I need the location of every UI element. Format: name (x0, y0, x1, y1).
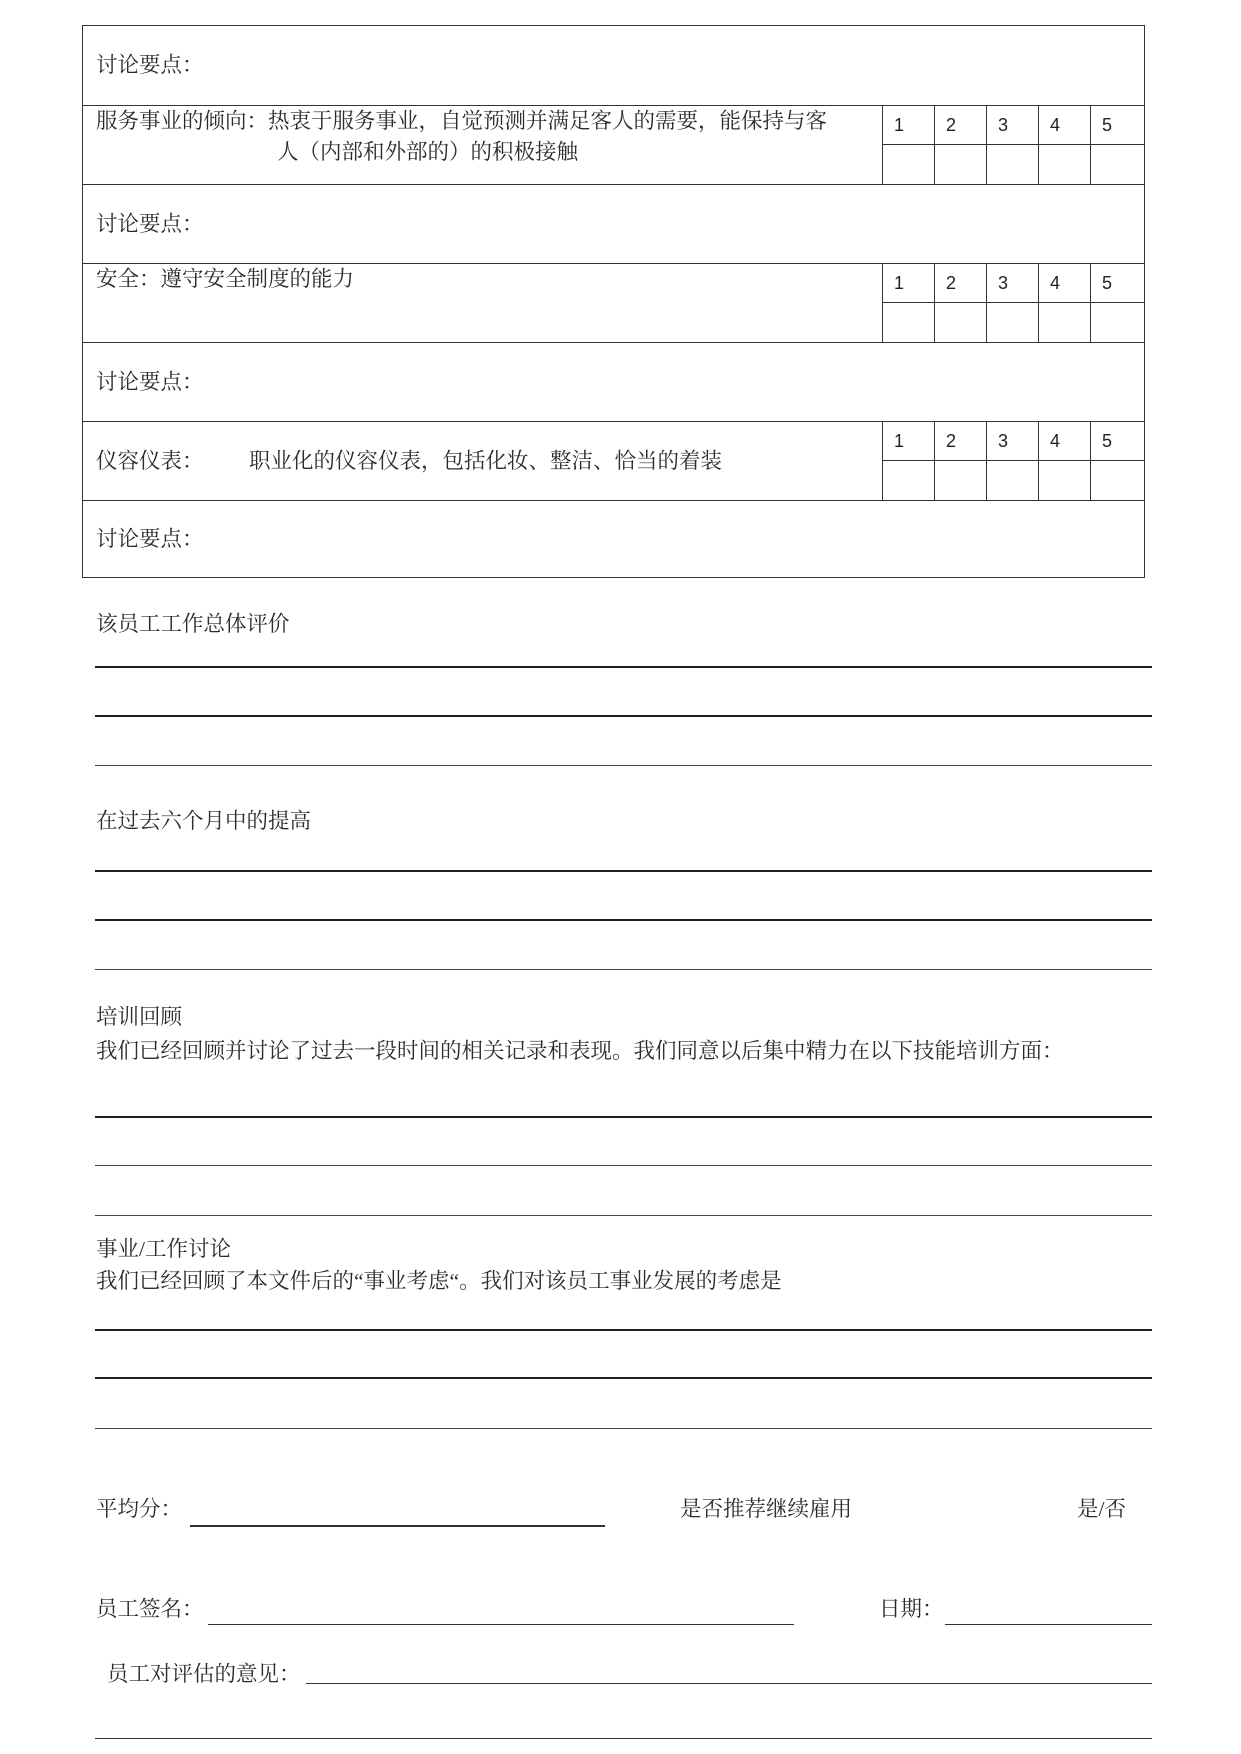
discussion-label: 讨论要点： (96, 527, 204, 551)
score-label-2: 2 (935, 264, 987, 303)
score-box-4 (1039, 461, 1091, 500)
score-grid (882, 106, 1144, 184)
score-label-3: 3 (987, 422, 1039, 461)
score-box-1 (883, 461, 935, 500)
average-score-label: 平均分： (96, 1497, 183, 1521)
signature-line (208, 1624, 794, 1625)
write-in-line (95, 1116, 1152, 1118)
score-label-2: 2 (935, 106, 987, 145)
score-box-5 (1091, 461, 1144, 500)
criterion-row-appearance (83, 421, 1144, 500)
write-in-line (95, 1165, 1152, 1166)
score-box-5 (1091, 303, 1144, 342)
score-label-3: 3 (987, 264, 1039, 303)
write-in-line (95, 1377, 1152, 1379)
improvement-label: 在过去六个月中的提高 (96, 809, 312, 833)
score-label-3: 3 (987, 106, 1039, 145)
criterion-description: 职业化的仪容仪表，包括化妆、整洁、恰当的着装 (249, 449, 723, 473)
write-in-line (95, 870, 1152, 872)
career-discussion-text: 我们已经回顾了本文件后的“事业考虑“。我们对该员工事业发展的考虑是 (96, 1269, 782, 1293)
discussion-label: 讨论要点： (96, 370, 204, 394)
criterion-title: 仪容仪表： (96, 449, 204, 473)
comments-line (95, 1738, 1152, 1739)
discussion-row (83, 26, 1144, 105)
training-review-text: 我们已经回顾并讨论了过去一段时间的相关记录和表现。我们同意以后集中精力在以下技能培训方面： (96, 1039, 1064, 1063)
discussion-row (83, 500, 1144, 577)
write-in-line (95, 1215, 1152, 1216)
discussion-row (83, 184, 1144, 263)
employee-comments-label: 员工对评估的意见： (107, 1662, 301, 1686)
average-score-line (190, 1525, 605, 1527)
score-label-4: 4 (1039, 106, 1091, 145)
score-box-2 (935, 303, 987, 342)
score-label-2: 2 (935, 422, 987, 461)
recommend-label: 是否推荐继续雇用 (680, 1497, 853, 1521)
score-box-3 (987, 461, 1039, 500)
score-box-2 (935, 461, 987, 500)
write-in-line (95, 1428, 1152, 1429)
score-box-1 (883, 145, 935, 184)
career-discussion-heading: 事业/工作讨论 (96, 1237, 231, 1261)
score-box-1 (883, 303, 935, 342)
comments-line (306, 1683, 1152, 1684)
write-in-line (95, 919, 1152, 921)
overall-evaluation-label: 该员工工作总体评价 (96, 612, 290, 636)
write-in-line (95, 666, 1152, 668)
score-box-5 (1091, 145, 1144, 184)
score-box-3 (987, 145, 1039, 184)
discussion-label: 讨论要点： (96, 53, 204, 77)
score-grid (882, 264, 1144, 342)
date-label: 日期： (879, 1597, 944, 1621)
criterion-text-continued: 人（内部和外部的）的积极接触 (277, 140, 579, 164)
score-label-1: 1 (883, 106, 935, 145)
employee-signature-label: 员工签名： (96, 1597, 204, 1621)
criterion-text: 安全：遵守安全制度的能力 (96, 267, 355, 291)
recommend-options: 是/否 (1077, 1497, 1126, 1521)
write-in-line (95, 969, 1152, 970)
write-in-line (95, 765, 1152, 766)
criterion-row-safety (83, 263, 1144, 342)
score-label-1: 1 (883, 422, 935, 461)
score-label-4: 4 (1039, 264, 1091, 303)
criterion-row-service-orientation (83, 105, 1144, 184)
score-label-5: 5 (1091, 264, 1144, 303)
criterion-text: 服务事业的倾向：热衷于服务事业，自觉预测并满足客人的需要，能保持与客 (96, 109, 828, 133)
score-box-3 (987, 303, 1039, 342)
write-in-line (95, 1329, 1152, 1331)
score-label-1: 1 (883, 264, 935, 303)
score-label-5: 5 (1091, 422, 1144, 461)
write-in-line (95, 715, 1152, 717)
score-label-5: 5 (1091, 106, 1144, 145)
training-review-heading: 培训回顾 (96, 1005, 183, 1029)
discussion-row (83, 342, 1144, 421)
score-label-4: 4 (1039, 422, 1091, 461)
score-box-4 (1039, 145, 1091, 184)
date-line (945, 1624, 1152, 1625)
evaluation-table (82, 25, 1145, 578)
score-grid (882, 422, 1144, 500)
score-box-4 (1039, 303, 1091, 342)
discussion-label: 讨论要点： (96, 212, 204, 236)
score-box-2 (935, 145, 987, 184)
